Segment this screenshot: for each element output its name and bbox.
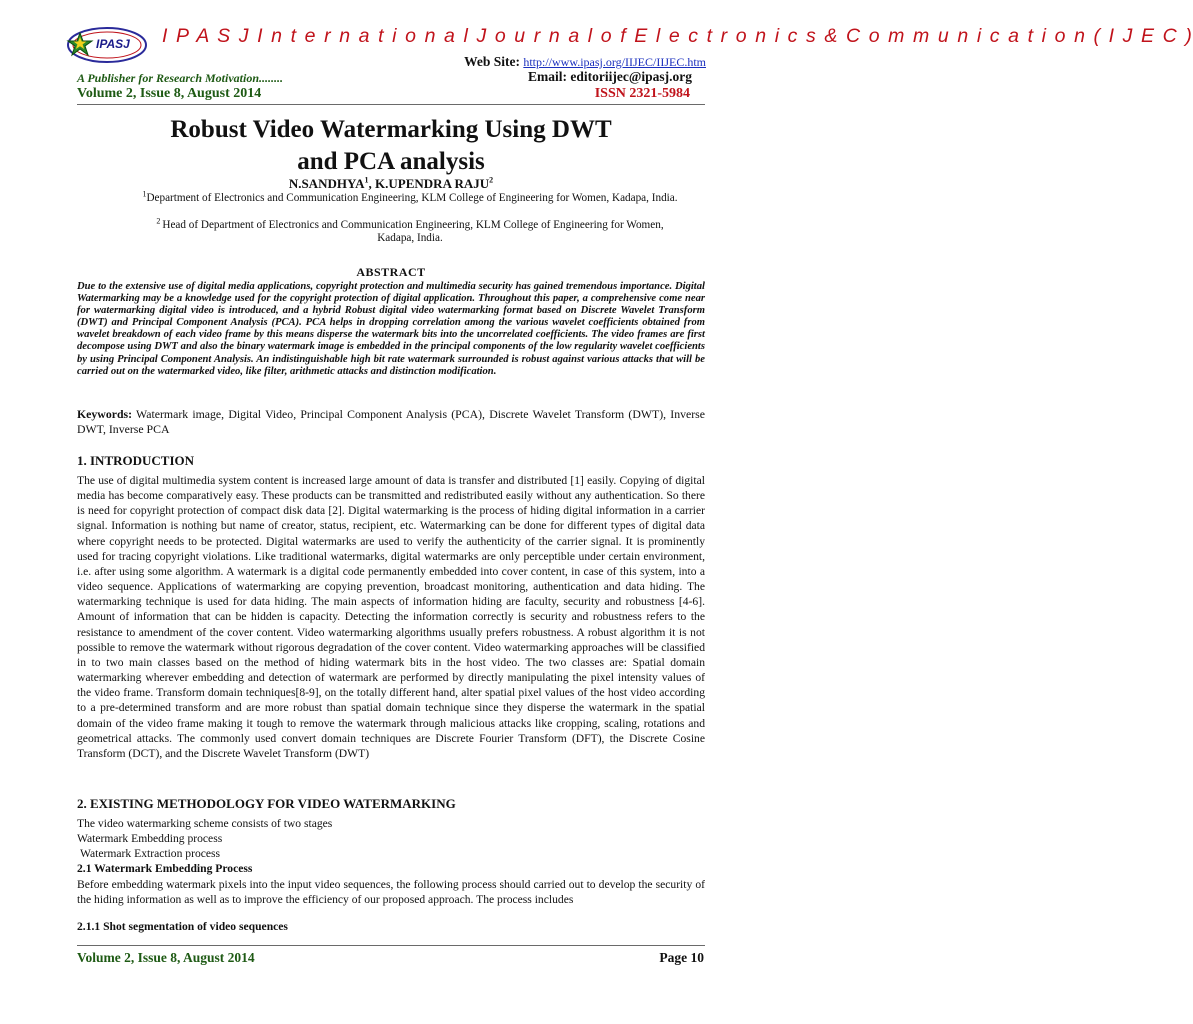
author-1-affiliation-mark: 1	[364, 175, 369, 185]
author-2: K.UPENDRA RAJU	[375, 176, 490, 191]
affiliation-2-text: Head of Department of Electronics and Communication Engineering, KLM College of Engineering for Women, Kadapa, India.	[162, 219, 664, 244]
introduction-body: The use of digital multimedia system content is increased large amount of data is transfer and distributed [1] easily. Copying of digital media has become comparatively easy. These products can be transmitted and redistributed easily without any authentication. So there is need for copyright protection of compact disk data [2]. Digital watermarking is the process of hiding digital information in a carrier signal. Information is nothing but name of creator, status, recipient, etc. Watermarking can be done for different types of digital data where copyright needs to be protected. Digital watermarks are used to verify the authenticity of the carrier signal. It is prominently used for tracing copyright violations. Like traditional watermarks, digital watermarks are only perceptible under certain environment, i.e. after using some algorithm. A watermark is a digital code permanently embedded into cover content, in case of this system, into a video sequence. Applications of watermarking are copying prevention, broadcast monitoring, authentication and data hiding. The watermarking technique is used for data hiding. The main aspects of information hiding are faculty, security and robustness [4-6]. Amount of information that can be hidden is capacity. Detecting the information correctly is security and robustness refers to the resistance to amendment of the cover content. Video watermarking algorithms usually prefers robustness. A robust algorithm it is not possible to remove the watermark without rigorous degradation of the cover content. Video watermarking approaches will be classified in to two main classes based on the method of hiding watermark bits in the host video. The two classes are: Spatial domain watermarking wherever embedding and detection of watermark are performed by directly manipulating the pixel intensity values of the video frame. Transform domain techniques[8-9], on the totally different hand, alter spatial pixel values of the host video according to a pre-determined transform and are more robust than spatial domain technique since they disperse the watermark in the spatial domain of the video frame making it tough to remove the watermark through malicious attacks like cropping, scaling, rotations and geometrical attacks. The commonly used convert domain techniques are Discrete Fourier Transform (DFT), the Discrete Cosine Transform (DCT), and the Discrete Wavelet Transform (DWT)	[77, 474, 705, 760]
website-row	[464, 54, 706, 70]
email-label: Email:	[527, 69, 567, 84]
volume-issue-header: Volume 2, Issue 8, August 2014	[77, 86, 262, 101]
paper-title-line-2: and PCA analysis	[297, 148, 485, 175]
section-2-list-item: Watermark Embedding process	[77, 832, 223, 845]
keywords-label: Keywords:	[77, 407, 133, 421]
page-number: Page 10	[659, 950, 704, 965]
paper-title-line-1: Robust Video Watermarking Using DWT	[170, 116, 612, 143]
website-link[interactable]: http://www.ipasj.org/IIJEC/IIJEC.htm	[523, 55, 706, 69]
keywords-text: Watermark image, Digital Video, Principal Component Analysis (PCA), Discrete Wavelet Transform (DWT), Inverse DWT, Inverse PCA	[77, 407, 705, 437]
author-separator: ,	[368, 176, 376, 191]
author-1: N.SANDHYA	[288, 176, 365, 191]
publisher-tagline: A Publisher for Research Motivation........	[77, 71, 284, 85]
email-row	[528, 69, 692, 85]
affiliation-1	[140, 189, 680, 205]
subsection-heading-embedding-process: 2.1 Watermark Embedding Process	[77, 862, 253, 875]
section-heading-existing-methodology: 2. EXISTING METHODOLOGY FOR VIDEO WATERMARKING	[77, 796, 456, 811]
affiliation-1-text: Department of Electronics and Communication Engineering, KLM College of Engineering for Women, Kadapa, India.	[146, 192, 678, 204]
paper-title	[77, 114, 705, 178]
author-list	[77, 176, 705, 192]
footer-divider	[77, 945, 705, 946]
keywords	[77, 407, 705, 438]
header-divider	[77, 104, 705, 105]
journal-title: I P A S J I n t e r n a t i o n a l J o u r n a l o f E l e c t r o n i c s & C o m m u n i c a t i o n ( I J E C )	[162, 25, 1193, 47]
abstract-body: Due to the extensive use of digital media applications, copyright protection and multimedia security has gained tremendous importance. Digital Watermarking may be a knowledge used for the copyright protection of digital application. Throughout this paper, a comprehensive come near for watermarking digital video is introduced, and a hybrid Robust digital video watermarking format based on Discrete Wavelet Transform (DWT) and Principal Component Analysis (PCA). PCA helps in dropping correlation among the various wavelet coefficients obtained from wavelet breakdown of each video frame by this means disperse the watermark bits into the uncorrelated coefficients. The video frames are first decompose using DWT and also the binary watermark image is embedded in the principal components of the low regularity wavelet coefficients by using Principal Component Analysis. An indistinguishable high bit rate watermark surrounded is robust against various attacks that will be carried out on the watermarked video, like filter, arithmetic attacks and distinction modification.	[77, 281, 705, 377]
subsubsection-heading-shot-segmentation: 2.1.1 Shot segmentation of video sequences	[77, 920, 288, 933]
section-heading-introduction: 1. INTRODUCTION	[77, 453, 195, 468]
volume-issue-footer: Volume 2, Issue 8, August 2014	[77, 950, 255, 965]
journal-logo	[66, 26, 148, 64]
section-2-text-line: The video watermarking scheme consists of two stages	[77, 817, 333, 830]
issn-number: ISSN 2321-5984	[594, 86, 690, 101]
logo-text: IPASJ	[96, 37, 130, 51]
affiliation-2-mark: 2	[156, 216, 163, 226]
affiliation-1-mark: 1	[142, 189, 147, 199]
subsection-2-1-body: Before embedding watermark pixels into the input video sequences, the following process should carried out to develop the security of the hiding information as well as to improve the efficiency of our proposed approach. The process includes	[77, 878, 705, 907]
website-label: Web Site:	[464, 54, 520, 69]
affiliation-2	[140, 216, 680, 245]
section-2-list-item: Watermark Extraction process	[80, 847, 221, 860]
email-link[interactable]: editoriijec@ipasj.org	[570, 69, 692, 84]
abstract-heading: ABSTRACT	[356, 265, 426, 279]
author-2-affiliation-mark: 2	[489, 175, 494, 185]
